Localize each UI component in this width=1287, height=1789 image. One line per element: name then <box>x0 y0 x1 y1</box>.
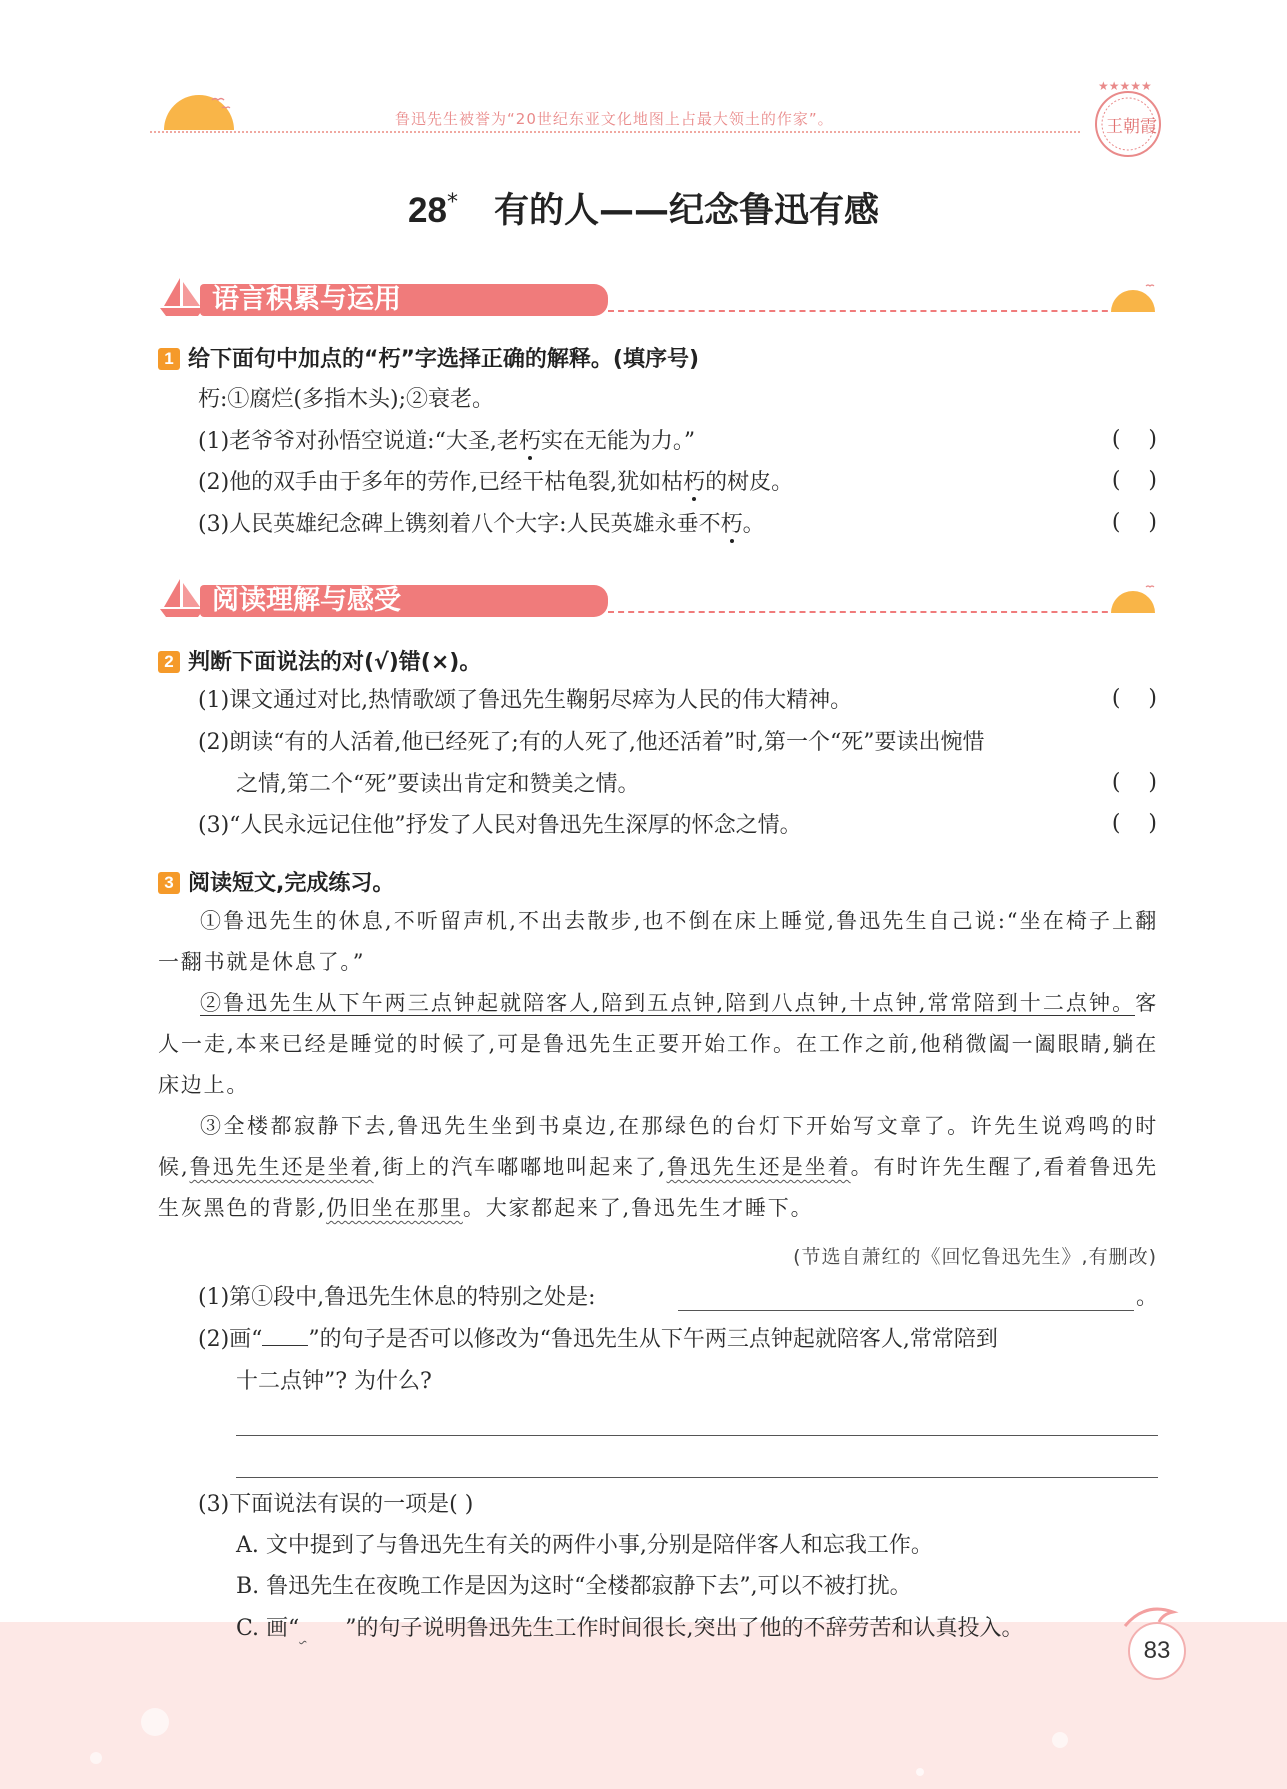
lesson-number: 28 <box>408 191 447 230</box>
q1-answer-3[interactable]: ( ) <box>1111 510 1157 535</box>
question-1-number: 1 <box>158 348 180 370</box>
question-2-prompt <box>158 645 481 676</box>
q2-answer-3[interactable]: ( ) <box>1111 811 1157 836</box>
q1-item-1: (1)老爷爷对孙悟空说道:“大圣,老朽实在无能为力。” <box>198 429 696 454</box>
q3-sub1-end: 。 <box>1136 1285 1159 1310</box>
sun-icon <box>1106 583 1160 615</box>
question-1-text: 给下面句中加点的“朽”字选择正确的解释。(填序号) <box>188 347 700 372</box>
passage-paragraph-2: ②鲁迅先生从下午两三点钟起就陪客人,陪到五点钟,陪到八点钟,十点钟,常常陪到十二点钟。客人一走,本来已经是睡觉的时候了,可是鲁迅先生正要开始工作。在工作之前,他稍微阖一阖眼睛,躺在床边上。 <box>158 991 1158 1097</box>
q1-answer-1[interactable]: ( ) <box>1111 427 1157 452</box>
svg-text:王朝霞: 王朝霞 <box>1106 117 1157 137</box>
header-dotted-line <box>150 131 1080 133</box>
header-sun-illustration <box>160 92 238 130</box>
q3-sub1-answer-line[interactable] <box>678 1310 1134 1311</box>
section-banner-reading <box>158 577 1158 617</box>
underline-marker <box>262 1325 308 1346</box>
sun-icon <box>1106 282 1160 314</box>
passage-paragraph-1: ①鲁迅先生的休息,不听留声机,不出去散步,也不倒在床上睡觉,鲁迅先生自己说:“坐在椅子上翻一翻书就是休息了。” <box>158 909 1158 974</box>
q3-sub2-answer-line-1[interactable] <box>236 1435 1158 1436</box>
header-quote: 鲁迅先生被誉为“20世纪东亚文化地图上占最大领土的作家”。 <box>395 110 834 128</box>
q3-sub2: (2)画“ ”的句子是否可以修改为“鲁迅先生从下午两三点钟起就陪客人,常常陪到 <box>198 1327 998 1352</box>
q3-sub3: (3)下面说法有误的一项是( ) <box>198 1492 474 1517</box>
wavy-phrase-1: 鲁迅先生还是坐着 <box>189 1155 374 1179</box>
question-2-number: 2 <box>158 651 180 673</box>
question-3-text: 阅读短文,完成练习。 <box>188 871 395 896</box>
q1-item-2: (2)他的双手由于多年的劳作,已经干枯龟裂,犹如枯朽的树皮。 <box>198 470 794 495</box>
underlined-sentence: ②鲁迅先生从下午两三点钟起就陪客人,陪到五点钟,陪到八点钟,十点钟,常常陪到十二点钟。 <box>200 991 1136 1015</box>
wavy-marker <box>299 1614 345 1644</box>
q2-answer-1[interactable]: ( ) <box>1111 686 1157 711</box>
section-title-reading: 阅读理解与感受 <box>200 585 608 617</box>
lesson-title-text: 有的人——纪念鲁迅有感 <box>493 191 879 231</box>
q2-item-2-cont: 之情,第二个“死”要读出肯定和赞美之情。 <box>236 772 640 797</box>
question-2-text: 判断下面说法的对(√)错(×)。 <box>188 650 482 675</box>
section-banner-language <box>158 276 1158 316</box>
q2-answer-2[interactable]: ( ) <box>1111 770 1157 795</box>
lesson-star: * <box>446 190 458 216</box>
passage-paragraph-3: ③全楼都寂静下去,鲁迅先生坐到书桌边,在那绿色的台灯下开始写文章了。许先生说鸡鸣的时候,鲁迅先生还是坐着,街上的汽车嘟嘟地叫起来了,鲁迅先生还是坐着。有时许先生醒了,看着鲁迅先生灰黑色的背影,仍旧坐在那里。大家都起来了,鲁迅先生才睡下。 <box>158 1114 1158 1220</box>
brand-stamp-logo <box>1088 78 1168 162</box>
question-3-number: 3 <box>158 872 180 894</box>
q3-option-b: B. 鲁迅先生在夜晚工作是因为这时“全楼都寂静下去”,可以不被打扰。 <box>236 1574 912 1599</box>
q2-item-2: (2)朗读“有的人活着,他已经死了;有的人死了,他还活着”时,第一个“死”要读出惋惜 <box>198 730 985 755</box>
svg-text:★★★★★: ★★★★★ <box>1098 79 1152 93</box>
question-1-prompt <box>158 342 699 373</box>
q2-item-1: (1)课文通过对比,热情歌颂了鲁迅先生鞠躬尽瘁为人民的伟大精神。 <box>198 688 853 713</box>
q3-sub2-answer-line-2[interactable] <box>236 1477 1158 1478</box>
lesson-title <box>0 183 1287 233</box>
q3-option-c: C. 画“ ”的句子说明鲁迅先生工作时间很长,突出了他的不辞劳苦和认真投入。 <box>236 1614 1024 1644</box>
q2-item-3: (3)“人民永远记住他”抒发了人民对鲁迅先生深厚的怀念之情。 <box>198 813 802 838</box>
wavy-phrase-2: 鲁迅先生还是坐着 <box>666 1155 851 1179</box>
section-dash-line <box>608 611 1128 613</box>
question-3-prompt <box>158 866 394 897</box>
q3-option-a: A. 文中提到了与鲁迅先生有关的两件小事,分别是陪伴客人和忘我工作。 <box>236 1533 933 1558</box>
wavy-phrase-3: 仍旧坐在那里 <box>326 1196 463 1220</box>
q1-definition: 朽:①腐烂(多指木头);②衰老。 <box>198 387 494 412</box>
passage-source: (节选自萧红的《回忆鲁迅先生》,有删改) <box>793 1246 1157 1268</box>
q3-sub2-cont: 十二点钟”? 为什么? <box>236 1369 432 1394</box>
section-title-language: 语言积累与运用 <box>200 284 608 316</box>
section-dash-line <box>608 310 1128 312</box>
page-number: 83 <box>1128 1622 1186 1680</box>
footer-bubbles-illustration <box>0 1640 1287 1789</box>
q1-answer-2[interactable]: ( ) <box>1111 468 1157 493</box>
q1-item-3: (3)人民英雄纪念碑上镌刻着八个大字:人民英雄永垂不朽。 <box>198 512 765 537</box>
q3-sub1: (1)第①段中,鲁迅先生休息的特别之处是: <box>198 1285 596 1310</box>
